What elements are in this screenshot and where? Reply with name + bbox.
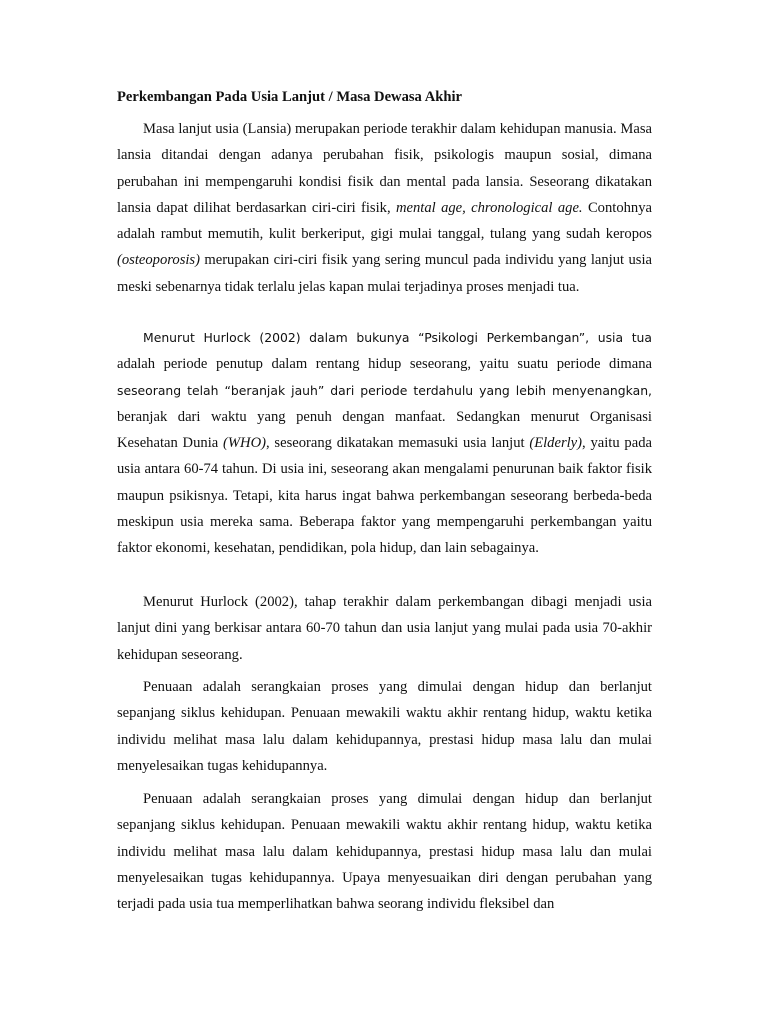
paragraph-2-text-c: seseorang telah “beranjak jauh” dari periode terdahulu yang lebih menyenangkan, bbox=[117, 382, 652, 398]
paragraph-1-text-c: Contohnya adalah rambut memutih, kulit berkeriput, gigi mulai tanggal, tulang yang sudah keropos bbox=[117, 199, 652, 243]
paragraph-2-text-d: beranjak dari waktu yang penuh dengan manfaat. Sedangkan menurut Organisasi Kesehatan Dunia bbox=[117, 408, 652, 452]
paragraph-2-italic-elderly: (Elderly) bbox=[529, 435, 583, 452]
paragraph-2-text-b: adalah periode penutup dalam rentang hidup seseorang, yaitu suatu periode dimana bbox=[117, 356, 652, 373]
paragraph-1-text-e: merupakan ciri-ciri fisik yang sering muncul pada individu yang lanjut usia meski sebenarnya tidak terlalu jelas kapan mulai terjadinya proses menjadi tua. bbox=[117, 252, 652, 295]
paragraph-1-text-a: Masa lanjut usia (Lansia) merupakan periode terakhir dalam kehidupan manusia. Masa lansia ditandai dengan adanya perubahan fisik, psikologis maupun sosial, dimana perubahan ini mempengaruhi kondisi fisik dan mental pada lansia. Seseorang dikatakan lansia dapat dilihat berdasarkan ciri-ciri fisik, bbox=[117, 121, 652, 216]
paragraph-1-italic-terms: mental age, chronological age. bbox=[395, 199, 583, 216]
paragraph-4: Penuaan adalah serangkaian proses yang dimulai dengan hidup dan berlanjut sepanjang siklus kehidupan. Penuaan mewakili waktu akhir rentang hidup, waktu ketika individu melihat masa lalu dalam kehidupannya, prestasi hidup masa lalu dan mulai menyelesaikan tugas kehidupannya. bbox=[117, 679, 652, 774]
paragraph-5: Penuaan adalah serangkaian proses yang dimulai dengan hidup dan berlanjut sepanjang siklus kehidupan. Penuaan mewakili waktu akhir rentang hidup, waktu ketika individu melihat masa lalu dalam kehidupannya, prestasi hidup masa lalu dan mulai menyelesaikan tugas kehidupannya. Upaya menyesuaikan diri dengan perubahan yang terjadi pada usia tua memperlihatkan bahwa seorang individu fleksibel dan bbox=[117, 791, 652, 913]
paragraph-2-text-h: , yaitu pada usia antara 60-74 tahun. Di usia ini, seseorang akan mengalami penurunan baik faktor fisik maupun psikisnya. Tetapi, kita harus ingat bahwa perkembangan seseorang berbeda-beda meskipun usia mereka sama. Beberapa faktor yang mempengaruhi perkembangan yaitu faktor ekonomi, kesehatan, pendidikan, pola hidup, dan lain sebagainya. bbox=[117, 435, 652, 557]
paragraph-2-italic-who: (WHO) bbox=[223, 435, 266, 452]
paragraph-2-text-f: , seseorang dikatakan memasuki usia lanjut bbox=[265, 435, 530, 452]
paragraph-1 bbox=[117, 116, 652, 300]
document-title: Perkembangan Pada Usia Lanjut / Masa Dewasa Akhir bbox=[117, 89, 463, 105]
paragraph-2 bbox=[117, 325, 652, 562]
paragraph-2-text-a: Menurut Hurlock (2002) dalam bukunya “Psikologi Perkembangan”, usia tua bbox=[143, 330, 652, 345]
paragraph-3: Menurut Hurlock (2002), tahap terakhir dalam perkembangan dibagi menjadi usia lanjut dini yang berkisar antara 60-70 tahun dan usia lanjut yang mulai pada usia 70-akhir kehidupan seseorang. bbox=[117, 594, 652, 663]
paragraph-1-italic-osteoporosis: (osteoporosis) bbox=[117, 252, 200, 269]
